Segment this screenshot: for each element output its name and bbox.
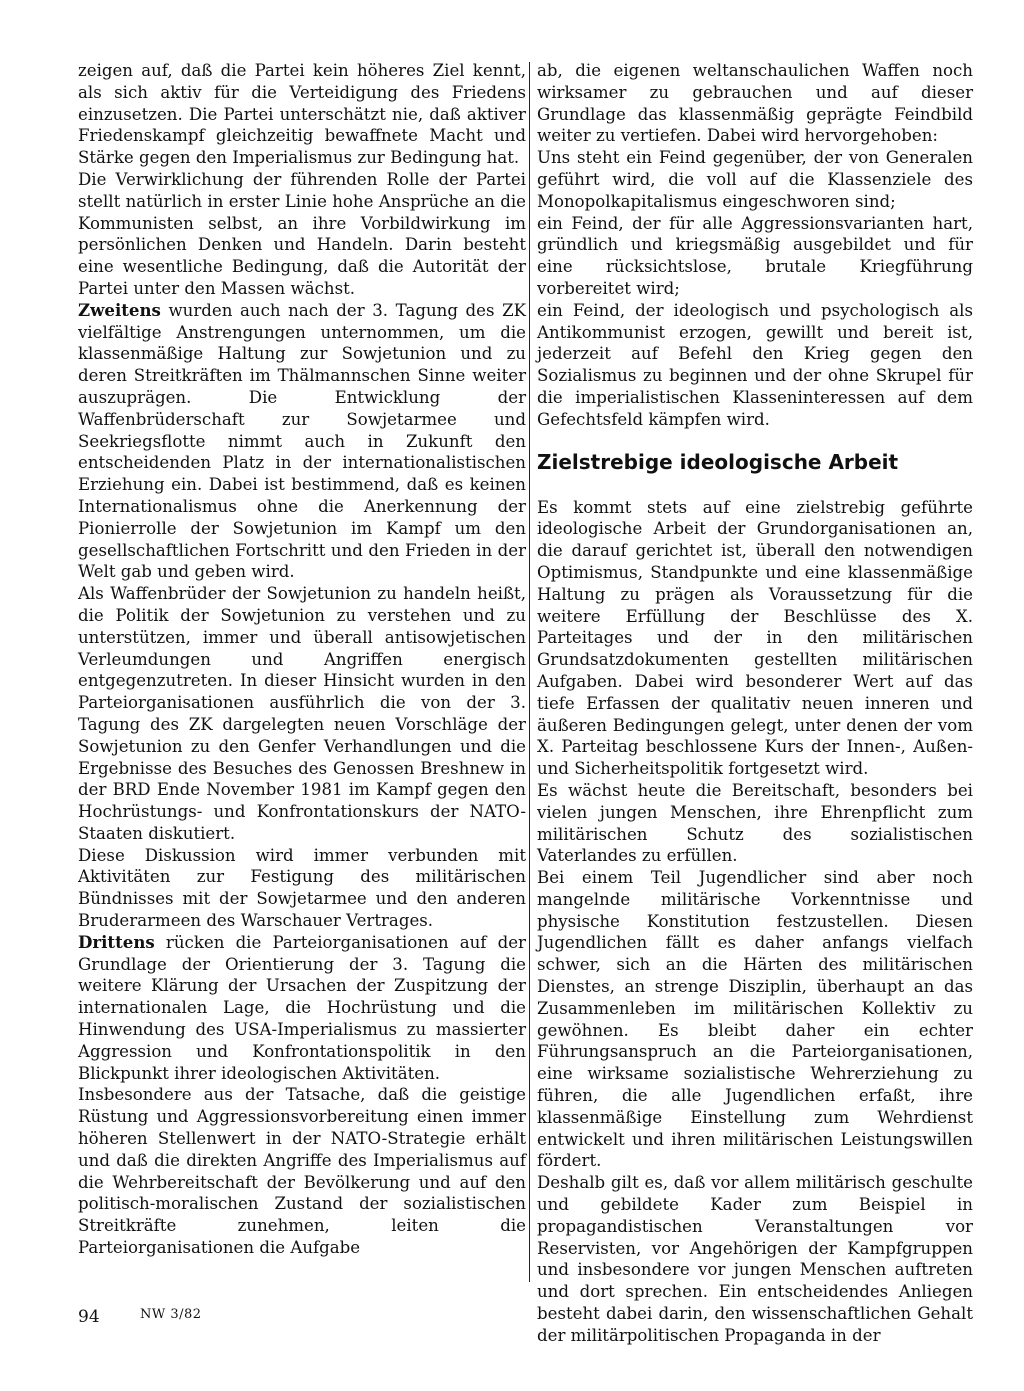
paragraph xyxy=(537,497,973,780)
paragraph xyxy=(537,300,973,431)
paragraph-text: zeigen auf, daß die Partei kein höheres Ziel kennt, als sich aktiv für die Verteidigung des Friedens einzusetzen. Die Partei unterschätzt nie, daß aktiver Friedenskampf gleichzeitig bewaffnete Macht und Stärke gegen den Imperialismus zur Bedingung hat. xyxy=(78,61,526,168)
page-footer xyxy=(78,1307,202,1327)
paragraph-text: rücken die Parteiorganisationen auf der Grundlage der Orientierung der 3. Tagung die weitere Klärung der Ursachen der Zuspitzung der internationalen Lage, die Hochrüstung und die Hinwendung des USA-Imperialismus zu massierter Aggression und Konfrontationspolitik in den Blickpunkt ihrer ideologischen Aktivitäten. xyxy=(78,932,526,1083)
paragraph xyxy=(537,780,973,867)
paragraph-text: Bei einem Teil Jugendlicher sind aber noch mangelnde militärische Vorkenntnisse und physische Konstitution festzustellen. Diesen Jugendlichen fällt es daher anfangs vielfach schwer, sich an die Härten des militärischen Dienstes, an strenge Disziplin, überhaupt an das Zusammenleben im militärischen Kollektiv zu gewöhnen. Es bleibt daher ein echter Führungsanspruch an die Parteiorganisationen, eine wirksame sozialistische Wehrerziehung zu führen, die alle Jugendlichen erfaßt, ihre klassenmäßige Einstellung zum Wehrdienst entwickelt und ihren militärischen Leistungswillen fördert. xyxy=(537,868,973,1171)
issue-label: NW 3/82 xyxy=(140,1307,202,1322)
paragraph-text: ein Feind, der ideologisch und psychologisch als Antikommunist erzogen, gewillt und bereit ist, jederzeit auf Befehl den Krieg gegen den Sozialismus zu beginnen und der ohne Skrupel für die imperialistischen Klasseninteressen auf dem Gefechtsfeld kämpfen wird. xyxy=(537,300,973,429)
paragraph-text: ein Feind, der für alle Aggressionsvarianten hart, gründlich und kriegsmäßig ausgebildet und für eine rücksichtslose, brutale Kriegführung vorbereitet wird; xyxy=(537,213,973,298)
paragraph xyxy=(78,300,526,583)
section-heading: Zielstrebige ideologische Arbeit xyxy=(537,449,899,474)
paragraph xyxy=(78,932,526,1085)
paragraph xyxy=(78,583,526,845)
paragraph-text: ab, die eigenen weltanschaulichen Waffen noch wirksamer zu gebrauchen und auf dieser Grundlage das klassenmäßig geprägte Feindbild weiter zu vertiefen. Dabei wird hervorgehoben: xyxy=(537,61,973,146)
paragraph-text: Insbesondere aus der Tatsache, daß die geistige Rüstung und Aggressionsvorbereitung einen immer höheren Stellenwert in der NATO-Strategie erhält und daß die direkten Angriffe des Imperialismus auf die Wehrbereitschaft der Bevölkerung und auf den politisch-moralischen Zustand der sozialistischen Streitkräfte zunehmen, leiten die Parteiorganisationen die Aufgabe xyxy=(78,1085,526,1258)
paragraph xyxy=(537,60,973,147)
paragraph-text: Die Verwirklichung der führenden Rolle der Partei stellt natürlich in erster Linie hohe Ansprüche an die Kommunisten selbst, an ihre Vorbildwirkung im persönlichen Denken und Handeln. Darin besteht eine wesentliche Bedingung, daß die Autorität der Partei unter den Massen wächst. xyxy=(78,169,526,298)
paragraph xyxy=(78,1084,526,1258)
paragraph-text: Es wächst heute die Bereitschaft, besonders bei vielen jungen Menschen, ihre Ehrenpflicht zum militärischen Schutz des sozialistischen Vaterlandes zu erfüllen. xyxy=(537,780,973,866)
paragraph xyxy=(537,867,973,1172)
paragraph xyxy=(537,147,973,212)
right-column-top xyxy=(537,60,973,431)
paragraph-text: Uns steht ein Feind gegenüber, der von Generalen geführt wird, die voll auf die Klassenziele des Monopolkapitalismus eingeschworen sind; xyxy=(537,148,973,211)
paragraph-text: Es kommt stets auf eine zielstrebig geführte ideologische Arbeit der Grundorganisationen an, die darauf gerichtet ist, überall den notwendigen Optimismus, Standpunkte und eine klassenmäßige Haltung zu prägen als Voraussetzung für die weitere Erfüllung der Beschlüsse des X. Parteitages und der in den militärischen Grundsatzdokumenten gestellten militärischen Aufgaben. Dabei wird besonderer Wert auf das tiefe Erfassen der qualitativ neuen inneren und äußeren Bedingungen gelegt, unter denen der vom X. Parteitag beschlossene Kurs der Innen-, Außen- und Sicherheitspolitik fortgesetzt wird. xyxy=(537,497,973,779)
paragraph-text: wurden auch nach der 3. Tagung des ZK vielfältige Anstrengungen unternommen, um die klassenmäßige Haltung zur Sowjetunion und zu deren Streitkräften im Thälmannschen Sinne weiter auszuprägen. Die Entwicklung der Waffenbrüderschaft zur Sowjetarmee und Seekriegsflotte nimmt auch in Zukunft den entscheidenden Platz in der internationalistischen Erziehung ein. Dabei ist bestimmend, daß es keinen Internationalismus ohne die Anerkennung der Pionierrolle der Sowjetunion im Kampf um den gesellschaftlichen Fortschritt und den Frieden in der Welt gab und geben wird. xyxy=(78,300,526,582)
page-number: 94 xyxy=(78,1307,100,1327)
paragraph-text: Deshalb gilt es, daß vor allem militärisch geschulte und gebildete Kader zum Beispiel in propagandistischen Veranstaltungen vor Reservisten, vor Angehörigen der Kampfgruppen und insbesondere vor jungen Menschen auftreten und dort sprechen. Ein entscheidendes Anliegen besteht dabei darin, den wissenschaftlichen Gehalt der militärpolitischen Propaganda in der xyxy=(537,1173,973,1345)
paragraph-lead: Zweitens xyxy=(78,299,161,320)
paragraph xyxy=(537,1172,973,1346)
paragraph xyxy=(537,213,973,300)
column-divider xyxy=(529,62,530,1282)
right-column-bottom xyxy=(537,497,973,1347)
paragraph xyxy=(78,169,526,300)
paragraph-text: Diese Diskussion wird immer verbunden mit Aktivitäten zur Festigung des militärischen Bündnisses mit der Sowjetarmee und den anderen Bruderarmeen des Warschauer Vertrages. xyxy=(78,845,526,931)
left-column xyxy=(78,60,526,1259)
right-column xyxy=(537,60,973,1347)
paragraph xyxy=(78,845,526,932)
paragraph xyxy=(78,60,526,169)
paragraph-text: Als Waffenbrüder der Sowjetunion zu handeln heißt, die Politik der Sowjetunion zu verstehen und zu unterstützen, immer und überall antisowjetischen Verleumdungen und Angriffen energisch entgegenzutreten. In dieser Hinsicht wurden in den Parteiorganisationen ausführlich die von der 3. Tagung des ZK dargelegten neuen Vorschläge der Sowjetunion zu den Genfer Verhandlungen und die Ergebnisse des Besuches des Genossen Breshnew in der BRD Ende November 1981 im Kampf gegen den Hochrüstungs- und Konfrontationskurs der NATO-Staaten diskutiert. xyxy=(78,584,526,843)
paragraph-lead: Drittens xyxy=(78,931,155,952)
